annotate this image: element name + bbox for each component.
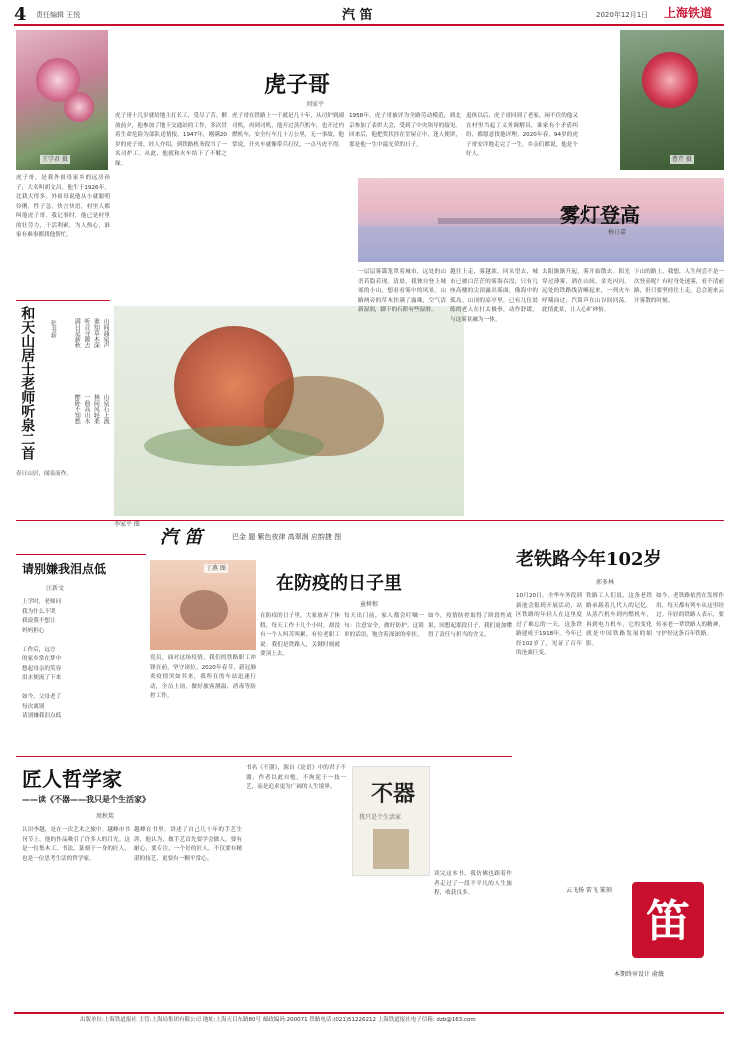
poem-one: 山间涌泉声 谁知草木深 听音寻源去 满目是新秋 xyxy=(73,318,109,348)
wudeng-author: 杨日嘉 xyxy=(608,229,627,236)
seal-text: 笛 xyxy=(646,896,690,947)
poem-title: 和天山居士老师听泉二首 xyxy=(19,306,36,460)
illustrator-credit: 李家平 图 xyxy=(114,521,140,528)
hufeng-col2: 虎子哥十几岁就给地主扛长工，受尽了苦。解放前夕，他参加了地下交通站的工作，多次冒着生命危险为部队送情报。1947年，刚满20岁的虎子哥，经人介绍，到铁路机务段当了一名司炉工。从此，他就和火车结下了不解之缘。 xyxy=(115,113,227,167)
hufeng-col1: 虎子哥，是我外祖母家乡的远房孙子，大名叫胡文昌，他生于1926年，比我大得多，外祖母说他从小就聪明伶俐，性子急，快言快语，村里人都叫他虎子哥。我记事时，他已是村里的壮劳力，干活利索，为人热心，谁家有难事都找他帮忙。 xyxy=(16,175,110,238)
laotie-col2: 铁路工人们说，这条老铁路承载着几代人的记忆。从蒸汽机车到内燃机车，再到电力机车，它的变化就是中国铁路发展的缩影。 xyxy=(586,593,652,647)
photo-caption: 王学君 摄 xyxy=(42,155,68,163)
paper-name: 上海铁道 xyxy=(664,6,713,20)
fangyi-col1: 党员，面对这场疫情，我们的铁路职工冲锋在前，坚守岗位。2020年春节，新冠肺炎疫情突如其来，我所在的车站迅速行动，全员上岗，做好旅客测温、消毒等防控工作。 xyxy=(150,655,256,699)
banner-name: 汽 笛 xyxy=(160,527,203,548)
poem-author: 张书新 xyxy=(49,320,57,338)
laotie-author: 郭多林 xyxy=(596,579,615,586)
laotie-col1: 10月20日，全华车务段到新池会报到开展活动，站区铁路的年轻人在这里度过了难忘的一天。这条铁路建成于1918年，今年已经102岁了，见证了百年的沧桑巨变。 xyxy=(516,593,582,656)
illustration-cat xyxy=(150,560,256,650)
hufeng-col4: 1958年，虎子哥被评为全路劳动模范，到北京参加了表彰大会，受到了中央领导的接见。回来后，他把奖状挂在堂屋正中，逢人便讲，那是他一生中最光荣的日子。 xyxy=(349,113,461,148)
section-name: 汽 笛 xyxy=(342,8,373,23)
photo-caption: 曹芹 摄 xyxy=(672,155,692,163)
fangyi-col2: 在防疫的日子里，大家放弃了休假，每天工作十几个小时，却没有一个人叫苦叫累。有位老职工说：我们是铁路人，关键时刻就要顶上去。 xyxy=(260,613,340,657)
jiujie-poem: 上学时，老师问 我为什么不哭 我说我不想让 妈妈担心 工作后，远方 的家乡常在梦中 想起母亲的笑容 泪水便流了下来 如今，父母老了 每次离别 请别嫌我泪点低 xyxy=(22,599,62,719)
fangyi-col4: 如今，疫情防控取得了阶段性成果，回想起那段日子，我们更加懂得了责任与担当的含义。 xyxy=(428,613,512,638)
fangyi-title: 在防疫的日子里 xyxy=(276,573,402,594)
footer-rule xyxy=(14,1012,724,1014)
fangyi-col3: 每天出门前，家人都会叮嘱一句：注意安全，做好防护。这简单的话语，饱含着深深的牵挂。 xyxy=(344,613,424,638)
divider xyxy=(16,554,146,555)
header-rule xyxy=(14,24,724,26)
footer-text: 出版单位:上海铁道报社 主管:上海局集团有限公司 地址:上海天目东路80号 邮政编码:200071 铁路电话:(021)51226212 上海铁道报社电子信箱: dzb@163.com xyxy=(80,1017,476,1023)
seal-caption: 云飞扬 雷飞 篆刻 xyxy=(566,887,612,894)
seal-stamp xyxy=(632,882,704,958)
jiangren-author: 周秋琰 xyxy=(96,813,115,820)
banner-credits: 巴金 题 紫色夜律 高翠润 应韵捷 图 xyxy=(232,533,342,541)
jiangren-title: 匠人哲学家 xyxy=(22,767,122,791)
hufeng-author: 刘家平 xyxy=(306,101,325,108)
jiangren-subtitle: ——读《不器——我只是个生活家》 xyxy=(22,795,150,804)
hufeng-title: 虎子哥 xyxy=(264,72,331,96)
jiujie-title: 请别嫌我泪点低 xyxy=(22,562,107,576)
hufeng-col3: 虎子哥在铁路上一干就是几十年，从司炉到副司机，再到司机，他开过蒸汽机车，也开过内燃机车，安全行车几十万公里，无一事故。他常说，开火车就像带兵打仗，一点马虎不得。 xyxy=(232,113,344,148)
jiangren-col3: 书名《不器》，源自《论语》中的君子不器，作者以此自勉，不拘泥于一技一艺，而是追求更为广阔的人生境界。 xyxy=(246,765,346,790)
laotie-col3: 如今，老铁路依然在发挥作用，每天都有列车从这里经过。年轻的铁路人表示，要传承老一辈铁路人的精神，守护好这条百年铁路。 xyxy=(656,593,724,637)
wudeng-col2: 越往上走，雾越浓。回头望去，城市已被白茫茫的雾海吞没，只有几座高楼的尖顶露出雾面，像海中的孤岛。山顶的凉亭里，已有几位晨练的老人在打太极拳，动作舒缓，与这雾景融为一体。 xyxy=(450,269,538,323)
banner xyxy=(160,524,560,550)
issue-date: 2020年12月1日 xyxy=(596,11,649,19)
illustrator-credit: 丁燕 图 xyxy=(206,565,226,572)
fangyi-author: 童树根 xyxy=(360,601,379,608)
poem-two: 山泉石上流 林间风轻柔 一曲高山水 醉卧不知愁 xyxy=(73,394,109,424)
edition-note: 本期终审设计 俞薇 xyxy=(614,971,664,978)
jiangren-col4: 读完这本书，我仿佛也跟着作者走过了一段不平凡的人生旅程，收获良多。 xyxy=(434,871,512,896)
divider xyxy=(16,756,512,757)
book-subtitle: 我只是个生活家 xyxy=(359,814,402,821)
photo-flower-red xyxy=(620,30,724,170)
banner-top-rule xyxy=(16,520,724,521)
laotie-title: 老铁路今年102岁 xyxy=(516,549,662,570)
page-number: 4 xyxy=(14,4,27,24)
page-header xyxy=(14,4,724,24)
jiujie-author: 汪新文 xyxy=(46,585,65,592)
book-cover xyxy=(352,766,430,876)
editor-label: 责任编辑 王悦 xyxy=(36,11,81,19)
book-title: 不器 xyxy=(371,781,416,807)
divider xyxy=(16,300,110,301)
jiangren-col2: 越峰在书里，讲述了自己几十年的手艺生涯，他认为，做手艺首先要学会做人，要有耐心，要专注。一个好的匠人，不仅要有精湛的技艺，更要有一颗平常心。 xyxy=(134,827,242,862)
wudeng-title: 雾灯登高 xyxy=(560,203,640,226)
photo-flower-pink xyxy=(16,30,108,170)
wudeng-col3: 太阳渐渐升起，雾开始散去。阳光穿过薄雾，洒在山间，金光闪闪。远处的铁路线清晰起来，一列火车呼啸而过，汽笛声在山谷间回荡。此情此景，让人心旷神怡。 xyxy=(542,269,630,313)
hufeng-col5: 退休以后，虎子哥回到了老家，闲不住的他又在村里当起了义务调解员，谁家有个矛盾纠纷，都愿意找他评理。2020年春，94岁的虎子哥安详地走完了一生，乡亲们都说，他是个好人。 xyxy=(466,113,578,157)
jiangren-col1: 认识李越，是在一次艺术之旅中。越峰市书刊节上，他的作品吸引了许多人的目光。这是一位集木工、书法、篆刻于一身的匠人，也是一位思考生活的哲学家。 xyxy=(22,827,130,862)
wudeng-col4: 下山的路上，我想，人生何尝不是一次登高呢？有时身处迷雾，看不清前路，但只要坚持往上走，总会迎来云开雾散的时刻。 xyxy=(634,269,724,304)
wudeng-col1: 一层层雾霭笼罩着城市，远处的山峦若隐若现。清晨，我独自登上城郊的小山，想看看雾中的风景。山路两旁的草木挂满了露珠，空气清新湿润，脚下的石阶有些湿滑。 xyxy=(358,269,446,313)
poem-bottom: 春日山居，闻泉而作。 xyxy=(16,471,72,477)
